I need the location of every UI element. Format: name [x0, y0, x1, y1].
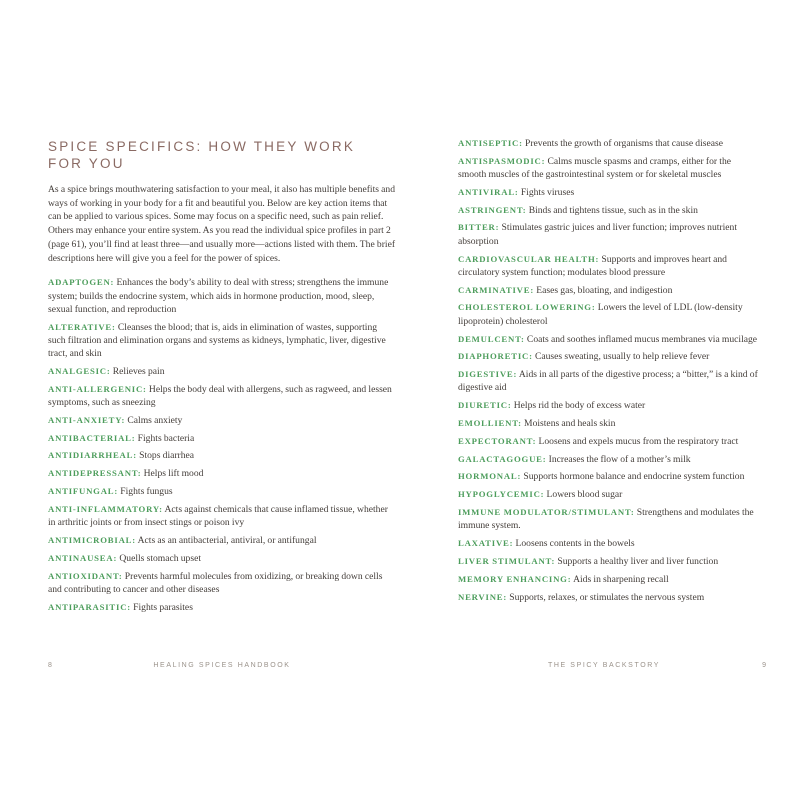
glossary-definition: Causes sweating, usually to help relieve fever	[532, 351, 710, 363]
glossary-entry	[48, 467, 396, 480]
glossary-definition: Supports, relaxes, or stimulates the nervous system	[507, 591, 705, 603]
left-footer-row	[48, 662, 396, 672]
glossary-term: DIAPHORETIC:	[458, 351, 533, 362]
glossary-term: CARMINATIVE:	[458, 284, 535, 295]
glossary-term: ANTIFUNGAL:	[48, 486, 119, 497]
glossary-definition: Lowers the level of LDL (low-density lipoprotein) cholesterol	[458, 302, 743, 327]
glossary-entry	[48, 485, 396, 498]
glossary-entry	[458, 537, 760, 550]
glossary-term: MEMORY ENHANCING:	[458, 573, 572, 584]
intro-paragraph: As a spice brings mouthwatering satisfaction to your meal, it also has multiple benefits and ways of working in your body for a fit and beautiful you. Below are key action items that can be applied to various spices. Some may focus on a specific need, such as pain relief. Others may enhance your entire system. As you read the individual spice profiles in part 2 (page 61), you’ll find at least three—and usually more—actions listed with them. The brief descriptions here will give you a feel for the power of spices.	[48, 184, 396, 264]
glossary-list-left	[48, 276, 396, 614]
glossary-term: DEMULCENT:	[458, 333, 525, 344]
glossary-entry	[48, 449, 396, 462]
glossary-entry	[458, 204, 760, 217]
left-running-head: HEALING SPICES HANDBOOK	[153, 662, 291, 669]
glossary-term: ANTI-ALLERGENIC:	[48, 383, 147, 394]
glossary-entry	[458, 253, 760, 280]
glossary-definition: Supports and improves heart and circulatory system function; modulates blood pressure	[458, 253, 727, 278]
glossary-term: ANTIDEPRESSANT:	[48, 468, 142, 479]
glossary-term: ANTIMICROBIAL:	[48, 534, 136, 545]
section-heading	[48, 138, 396, 172]
glossary-entry	[458, 417, 760, 430]
glossary-definition: Lowers blood sugar	[544, 489, 623, 501]
glossary-definition: Binds and tightens tissue, such as in the skin	[526, 204, 698, 216]
glossary-definition: Prevents harmful molecules from oxidizing, or breaking down cells and contributing to cancer and other diseases	[48, 570, 383, 595]
glossary-definition: Calms anxiety	[125, 414, 183, 426]
glossary-definition: Helps lift mood	[141, 468, 204, 480]
right-page	[458, 137, 760, 608]
glossary-definition: Stimulates gastric juices and liver function; improves nutrient absorption	[458, 222, 737, 247]
left-page-footer	[48, 662, 396, 672]
glossary-term: ANTIBACTERIAL:	[48, 432, 136, 443]
glossary-definition: Fights viruses	[518, 186, 575, 198]
glossary-entry	[458, 591, 760, 604]
glossary-definition: Eases gas, bloating, and indigestion	[534, 284, 673, 296]
glossary-definition: Increases the flow of a mother’s milk	[546, 453, 691, 465]
left-page-number: 8	[48, 662, 52, 669]
glossary-definition: Relieves pain	[110, 366, 165, 377]
glossary-term: LAXATIVE:	[458, 538, 514, 549]
glossary-term: ANTISEPTIC:	[458, 138, 523, 148]
glossary-term: LIVER STIMULANT:	[458, 555, 556, 566]
glossary-entry	[458, 221, 760, 248]
glossary-term: HORMONAL:	[458, 471, 522, 482]
glossary-term: ANTINAUSEA:	[48, 552, 118, 563]
glossary-definition: Fights parasites	[130, 601, 193, 613]
glossary-term: EMOLLIENT:	[458, 418, 522, 429]
glossary-definition: Helps the body deal with allergens, such as ragweed, and lessen symptoms, such as sneezing	[48, 383, 392, 409]
glossary-entry	[458, 284, 760, 297]
glossary-entry	[458, 186, 760, 199]
glossary-definition: Aids in sharpening recall	[571, 573, 669, 585]
glossary-term: CHOLESTEROL LOWERING:	[458, 302, 596, 313]
glossary-term: ANTIOXIDANT:	[48, 570, 123, 581]
glossary-entry	[458, 435, 760, 448]
glossary-term: ANTI-ANXIETY:	[48, 414, 126, 425]
glossary-term: ANTI-INFLAMMATORY:	[48, 503, 163, 514]
glossary-definition: Fights fungus	[118, 486, 173, 498]
glossary-definition: Helps rid the body of excess water	[511, 400, 646, 412]
right-footer-row	[458, 662, 766, 672]
glossary-entry	[458, 506, 760, 533]
glossary-definition: Stops diarrhea	[136, 450, 195, 462]
glossary-entry	[48, 414, 396, 427]
glossary-entry	[458, 470, 760, 483]
glossary-entry	[48, 552, 396, 565]
glossary-entry	[458, 137, 760, 150]
glossary-definition: Supports hormone balance and endocrine system function	[521, 471, 745, 483]
glossary-entry	[458, 301, 760, 328]
glossary-entry	[48, 365, 396, 378]
glossary-term: EXPECTORANT:	[458, 435, 537, 446]
glossary-definition: Quells stomach upset	[117, 552, 202, 564]
glossary-term: IMMUNE MODULATOR/STIMULANT:	[458, 507, 635, 518]
glossary-term: DIGESTIVE:	[458, 369, 518, 380]
glossary-entry	[48, 534, 396, 547]
glossary-entry	[48, 321, 396, 361]
glossary-definition: Moistens and heals skin	[521, 418, 616, 430]
section-heading-line1: SPICE SPECIFICS: HOW THEY WORK	[48, 139, 356, 154]
section-heading-line2: FOR YOU	[48, 156, 125, 171]
glossary-definition: Coats and soothes inflamed mucus membranes via mucilage	[524, 333, 758, 345]
glossary-definition: Supports a healthy liver and liver function	[555, 555, 719, 567]
glossary-term: GALACTAGOGUE:	[458, 453, 547, 464]
glossary-definition: Prevents the growth of organisms that cause disease	[522, 138, 723, 149]
glossary-entry	[48, 601, 396, 614]
glossary-entry	[48, 383, 396, 410]
glossary-term: ALTERATIVE:	[48, 321, 116, 332]
glossary-definition: Calms muscle spasms and cramps, either for the smooth muscles of the gastrointestinal system or for skeletal muscles	[458, 155, 732, 181]
glossary-term: DIURETIC:	[458, 400, 512, 411]
right-page-number: 9	[762, 662, 766, 669]
glossary-entry	[458, 488, 760, 501]
glossary-definition: Loosens contents in the bowels	[513, 538, 635, 550]
glossary-definition: Aids in all parts of the digestive process; a “bitter,” is a kind of digestive aid	[458, 369, 758, 394]
glossary-term: ANALGESIC:	[48, 366, 111, 376]
glossary-entry	[458, 368, 760, 395]
glossary-definition: Cleanses the blood; that is, aids in elimination of wastes, supporting such filtration and elimination organs and systems as kidneys, lymphatic, liver, digestive tract, and skin	[48, 321, 386, 360]
glossary-entry	[458, 399, 760, 412]
right-running-head: THE SPICY BACKSTORY	[547, 662, 661, 669]
glossary-term: ANTIDIARRHEAL:	[48, 450, 137, 461]
glossary-entry	[458, 573, 760, 586]
glossary-term: ASTRINGENT:	[458, 204, 527, 215]
glossary-term: ADAPTOGEN:	[48, 277, 115, 288]
glossary-entry	[458, 555, 760, 568]
glossary-term: ANTIPARASITIC:	[48, 601, 131, 612]
glossary-list-right	[458, 137, 760, 604]
glossary-definition: Strengthens and modulates the immune system.	[458, 507, 754, 532]
glossary-term: ANTISPASMODIC:	[458, 155, 546, 166]
glossary-entry	[48, 570, 396, 597]
right-page-footer	[458, 662, 766, 672]
glossary-term: BITTER:	[458, 222, 500, 233]
glossary-term: ANTIVIRAL:	[458, 186, 519, 197]
glossary-entry	[48, 276, 396, 316]
glossary-entry	[48, 432, 396, 445]
glossary-definition: Enhances the body’s ability to deal with stress; strengthens the immune system; builds the endocrine system, which aids in hormone production, mood, sleep, sexual function, and reproduction	[48, 277, 389, 315]
glossary-entry	[458, 453, 760, 466]
glossary-entry	[458, 155, 760, 182]
glossary-term: HYPOGLYCEMIC:	[458, 489, 545, 500]
glossary-entry	[48, 503, 396, 530]
glossary-definition: Acts as an antibacterial, antiviral, or antifungal	[135, 534, 317, 546]
glossary-term: NERVINE:	[458, 591, 508, 602]
glossary-definition: Acts against chemicals that cause inflamed tissue, whether in arthritic joints or from insect stings or poison ivy	[48, 503, 388, 529]
glossary-term: CARDIOVASCULAR HEALTH:	[458, 253, 600, 264]
left-page	[48, 138, 396, 618]
glossary-definition: Loosens and expels mucus from the respiratory tract	[536, 435, 739, 447]
glossary-definition: Fights bacteria	[135, 432, 195, 444]
glossary-entry	[458, 350, 760, 363]
glossary-entry	[458, 333, 760, 346]
